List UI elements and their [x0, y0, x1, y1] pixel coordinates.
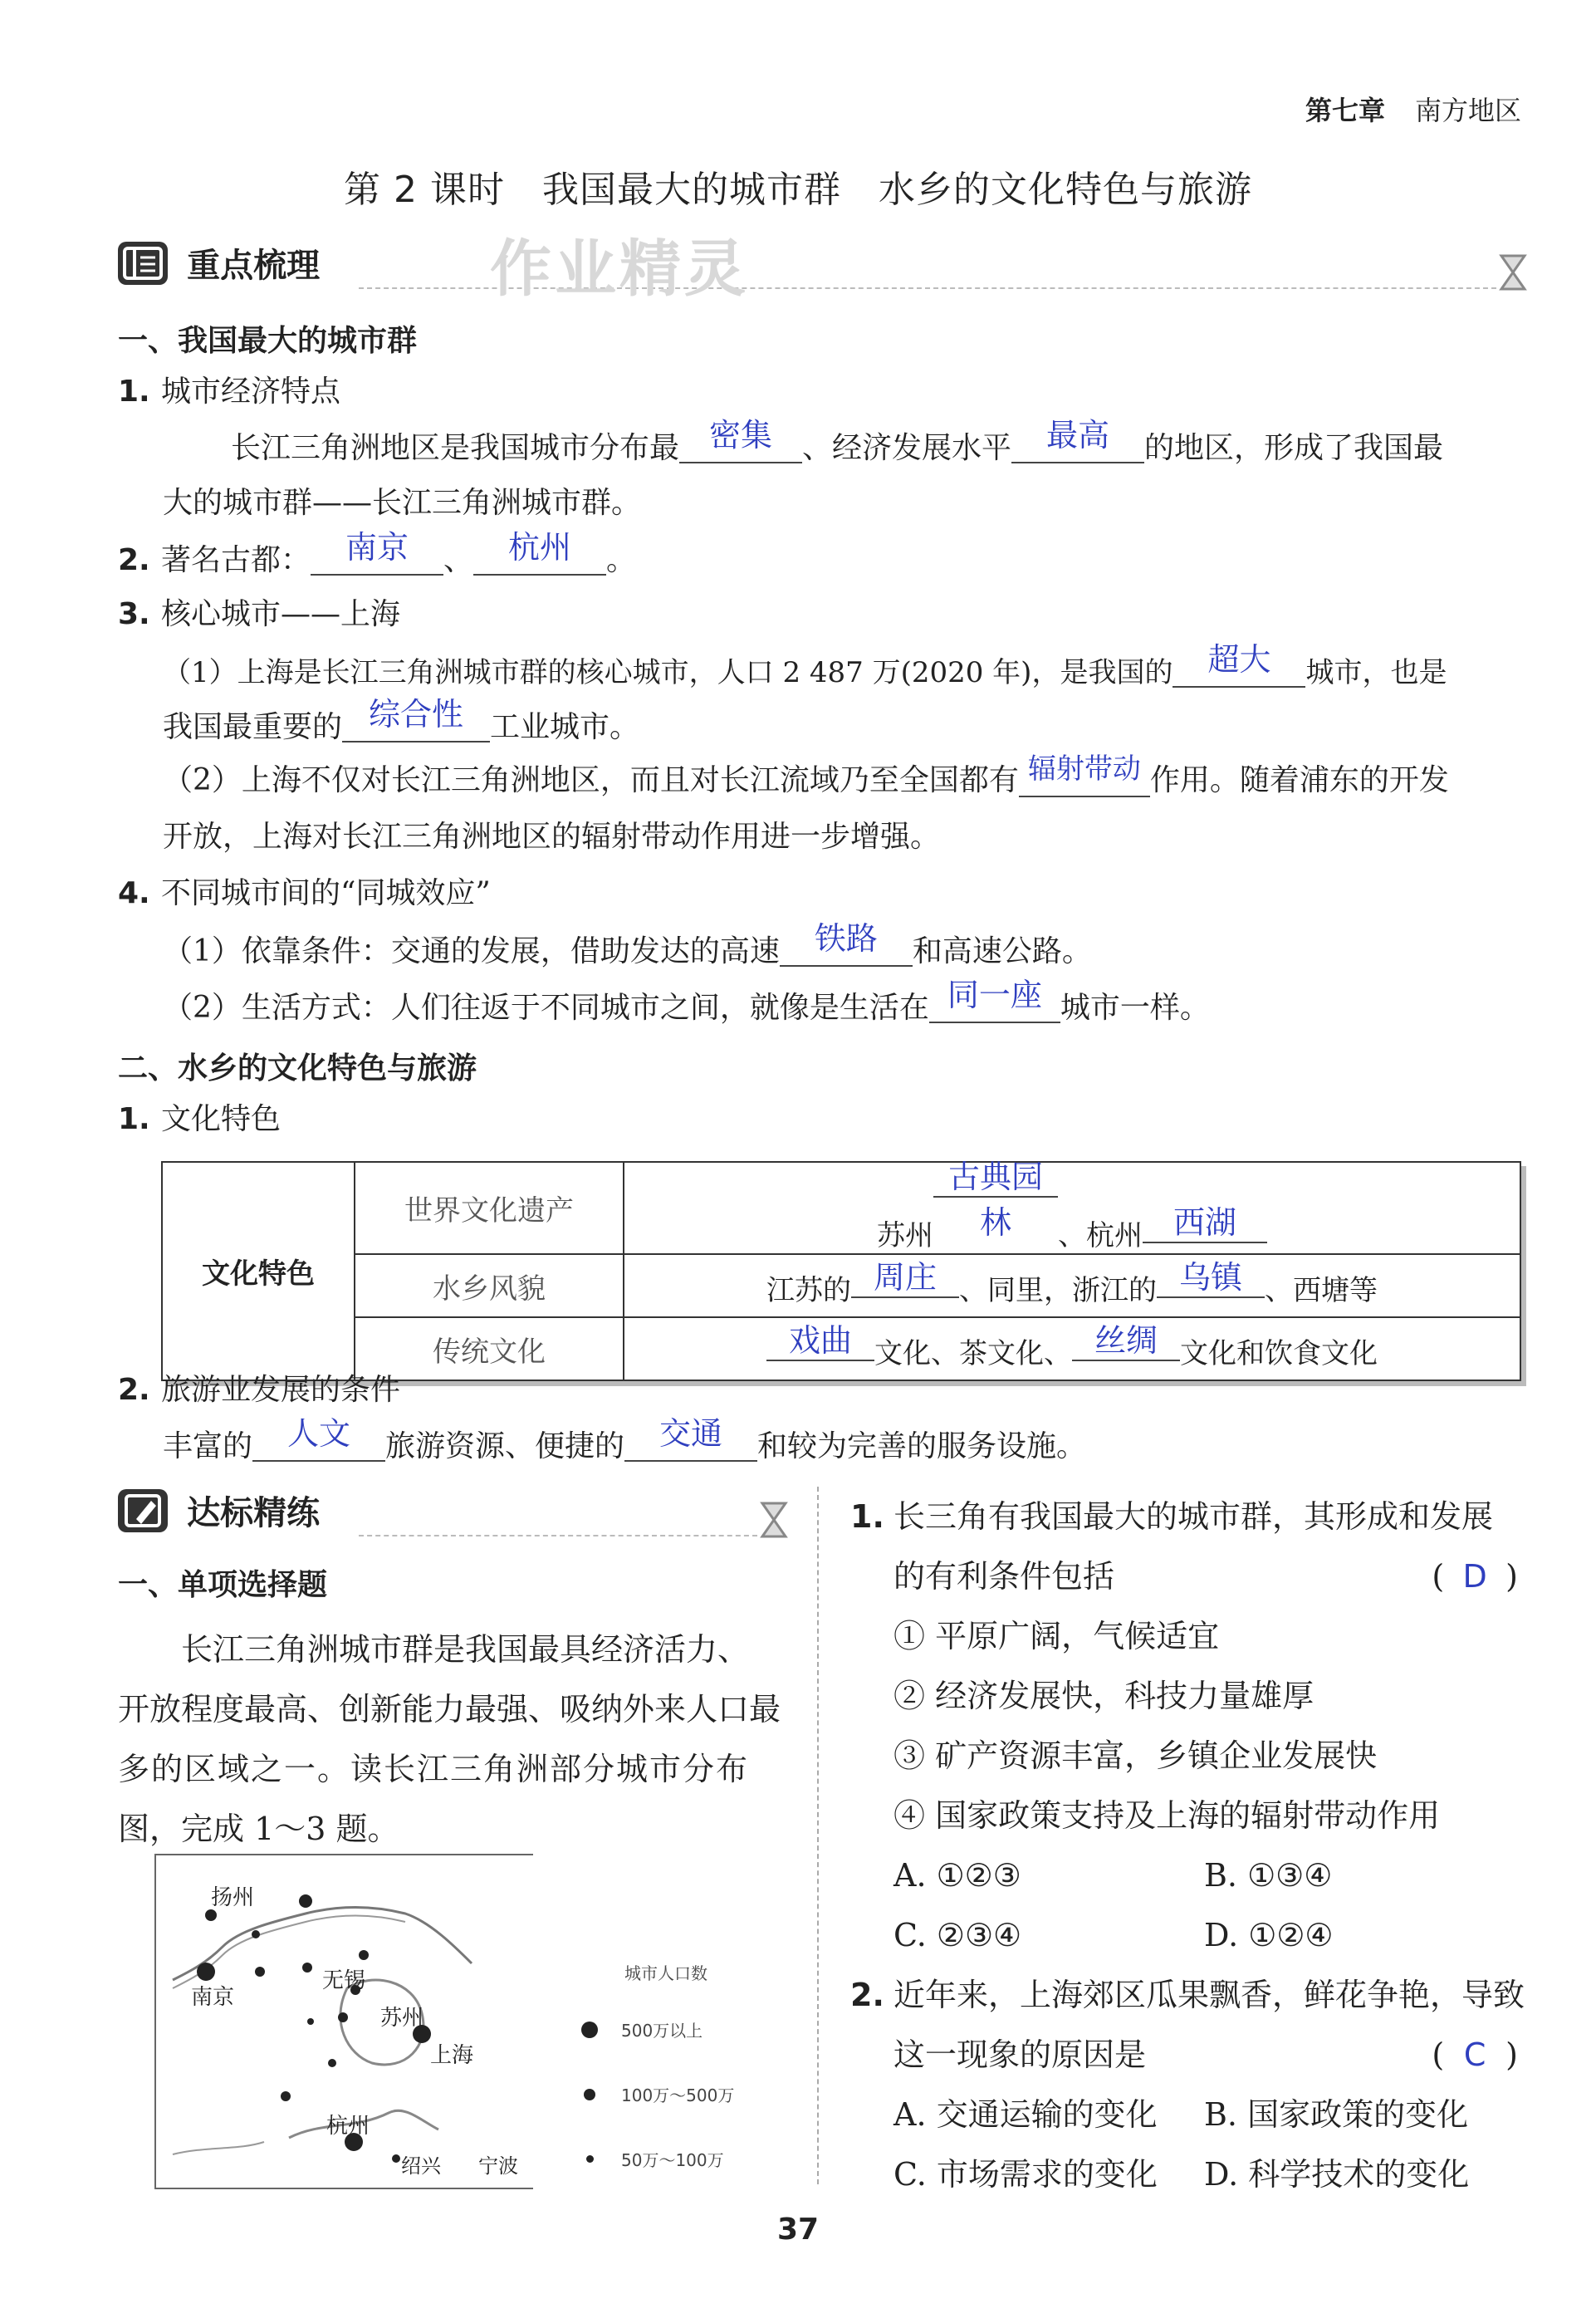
- map-city-label: 上海: [430, 2043, 474, 2068]
- option[interactable]: C. ②③④: [893, 1917, 1022, 1953]
- answer-blank: 戏曲: [788, 1322, 852, 1359]
- options-row: [850, 1905, 1531, 1965]
- statement: ③ 矿产资源丰富，乡镇企业发展快: [893, 1737, 1378, 1774]
- statement: ④ 国家政策支持及上海的辐射带动作用: [893, 1797, 1441, 1834]
- part2-heading: 二、水乡的文化特色与旅游: [118, 1051, 477, 1086]
- pencil-icon: [118, 1489, 168, 1532]
- intro-line: 长江三角洲城市群是我国最具经济活力、: [181, 1631, 750, 1668]
- page-number: 37: [776, 2213, 820, 2247]
- item6-line: 丰富的 人文 旅游资源、便捷的 交通 和较为完善的服务设施。: [163, 1415, 1087, 1463]
- section-divider: [359, 1535, 757, 1536]
- legend-dot-large: [581, 2022, 598, 2038]
- answer-blank: 南京: [345, 529, 409, 566]
- table-row-content: 戏曲 文化、茶文化、 丝绸 文化和饮食文化: [624, 1317, 1520, 1380]
- question-text: 这一现象的原因是 ( C ): [850, 2025, 1531, 2085]
- answer-blank: 周庄: [873, 1259, 937, 1296]
- intro-line: 多的区域之一。读长江三角洲部分城市分布: [118, 1751, 750, 1787]
- chapter-label: 第七章: [1305, 95, 1385, 126]
- answer-blank: 综合性: [369, 696, 464, 733]
- map-city-label: 无锡: [322, 1968, 366, 1993]
- legend-dot-medium: [584, 2089, 595, 2100]
- option[interactable]: B. ①③④: [1204, 1857, 1333, 1894]
- options-row: [850, 2144, 1531, 2204]
- item3-p1-line2: 我国最重要的 综合性 工业城市。: [163, 696, 640, 744]
- table-row-label: 世界文化遗产: [355, 1162, 624, 1254]
- option[interactable]: D. 科学技术的变化: [1204, 2156, 1470, 2193]
- intro-line: 图，完成 1～3 题。: [118, 1811, 399, 1847]
- culture-table-wrapper: [161, 1161, 1521, 1381]
- answer-blank: 西湖: [1173, 1204, 1236, 1241]
- section-header-practice: [118, 1487, 791, 1536]
- answer-blank: 乌镇: [1178, 1259, 1242, 1296]
- question-1: [850, 1487, 1531, 1965]
- item4-p1: （1）依靠条件：交通的发展，借助发达的高速 铁路 和高速公路。: [163, 920, 1092, 968]
- part1-heading: 一、我国最大的城市群: [118, 324, 418, 358]
- map-city-label: 杭州: [326, 2114, 370, 2139]
- map-legend: [581, 1960, 797, 2212]
- item5-title: 1. 文化特色: [118, 1102, 282, 1136]
- answer-blank: 古典园林: [947, 1159, 1043, 1241]
- item1-title: 1. 城市经济特点: [118, 375, 341, 409]
- item3-p2-line2: 开放，上海对长江三角洲地区的辐射带动作用进一步增强。: [163, 820, 941, 854]
- answer-blank: 人文: [287, 1415, 351, 1452]
- table-row-label: 水乡风貌: [355, 1254, 624, 1317]
- legend-item: 100万～500万: [581, 2082, 797, 2147]
- answer-blank: 超大: [1207, 641, 1271, 678]
- item4-title: 4. 不同城市间的“同城效应”: [118, 876, 491, 910]
- section-title-practice: 达标精练: [187, 1494, 321, 1532]
- table-row-content: 苏州古典园林 、杭州 西湖: [624, 1162, 1520, 1254]
- question-2: [850, 1965, 1531, 2204]
- intro-line: 开放程度最高、创新能力最强、吸纳外来人口最: [118, 1691, 781, 1728]
- options-row: [850, 1845, 1531, 1905]
- notebook-icon: [118, 242, 168, 285]
- section-header-key-points: [118, 239, 1530, 289]
- table-row-label: 传统文化: [355, 1317, 624, 1380]
- answer-blank: 最高: [1046, 417, 1110, 453]
- map-city-label: 扬州: [211, 1885, 255, 1910]
- option[interactable]: D. ①②④: [1204, 1917, 1334, 1953]
- answer-blank: 辐射带动: [1027, 752, 1141, 786]
- legend-dot-small: [586, 2155, 594, 2163]
- hourglass-icon: [757, 1500, 791, 1540]
- item6-title: 2. 旅游业发展的条件: [118, 1373, 401, 1407]
- statement: ② 经济发展快，科技力量雄厚: [893, 1678, 1314, 1714]
- legend-item: 500万以上: [581, 2017, 797, 2082]
- page-title: 第 2 课时 我国最大的城市群 水乡的文化特色与旅游: [344, 169, 1252, 211]
- culture-table: [161, 1161, 1521, 1381]
- answer-blank: 交通: [659, 1415, 723, 1452]
- option[interactable]: A. 交通运输的变化: [893, 2096, 1158, 2133]
- question-text: 2. 近年来，上海郊区瓜果飘香，鲜花争艳，导致: [850, 1977, 1525, 2013]
- map-city-label: 苏州: [380, 2006, 424, 2031]
- answer-choice: C: [1463, 2036, 1486, 2073]
- map-city-label: 绍兴: [401, 2154, 441, 2178]
- item3-title: 3. 核心城市——上海: [118, 597, 401, 631]
- statement: ① 平原广阔，气候适宜: [893, 1618, 1220, 1654]
- table-row-header: 文化特色: [162, 1162, 355, 1380]
- option[interactable]: B. 国家政策的变化: [1204, 2096, 1469, 2133]
- item3-p2-line1: （2）上海不仅对长江三角洲地区，而且对长江流域乃至全国都有 辐射带动 作用。随着浦东的开发: [163, 752, 1449, 797]
- option[interactable]: A. ①②③: [893, 1857, 1021, 1894]
- legend-item: 50万～100万: [581, 2147, 797, 2212]
- item3-p1-line1: （1）上海是长江三角洲城市群的核心城市，人口 2 487 万(2020 年)，是我国的 超大 城市，也是: [163, 641, 1447, 689]
- column-divider: [817, 1487, 819, 2184]
- item1-line1: 长江三角洲地区是我国城市分布最 密集 、经济发展水平 最高 的地区，形成了我国最: [231, 417, 1444, 465]
- option[interactable]: C. 市场需求的变化: [893, 2156, 1158, 2193]
- item4-p2: （2）生活方式：人们往返于不同城市之间，就像是生活在 同一座 城市一样。: [163, 977, 1210, 1025]
- answer-bracket: ( D ): [1432, 1546, 1518, 1606]
- question-text: 的有利条件包括 ( D ): [850, 1546, 1531, 1606]
- options-row: [850, 2085, 1531, 2144]
- answer-blank: 同一座: [947, 977, 1042, 1013]
- answer-bracket: ( C ): [1432, 2025, 1518, 2085]
- answer-blank: 密集: [709, 417, 773, 453]
- question-text: 1. 长三角有我国最大的城市群，其形成和发展: [850, 1498, 1494, 1535]
- city-distribution-map: [154, 1854, 533, 2189]
- practice-intro: [118, 1620, 791, 1859]
- map-city-label: 南京: [191, 1985, 235, 2010]
- practice-heading: 一、单项选择题: [118, 1568, 328, 1602]
- answer-choice: D: [1462, 1558, 1487, 1595]
- answer-blank: 铁路: [814, 920, 878, 957]
- section-title-key-points: 重点梳理: [187, 247, 321, 285]
- hourglass-icon: [1496, 252, 1530, 292]
- answer-blank: 杭州: [508, 529, 572, 566]
- legend-title: 城市人口数: [624, 1963, 707, 1983]
- map-city-label: 宁波: [478, 2154, 518, 2178]
- item2-line: 2. 著名古都： 南京 、 杭州 。: [118, 529, 637, 577]
- table-row-content: 江苏的 周庄 、同里，浙江的 乌镇 、西塘等: [624, 1254, 1520, 1317]
- answer-blank: 丝绸: [1094, 1322, 1158, 1359]
- item1-line2: 大的城市群——长江三角洲城市群。: [163, 486, 642, 520]
- running-header: [1305, 90, 1521, 128]
- region-label: 南方地区: [1414, 95, 1521, 126]
- watermark: 作业精灵: [490, 233, 749, 305]
